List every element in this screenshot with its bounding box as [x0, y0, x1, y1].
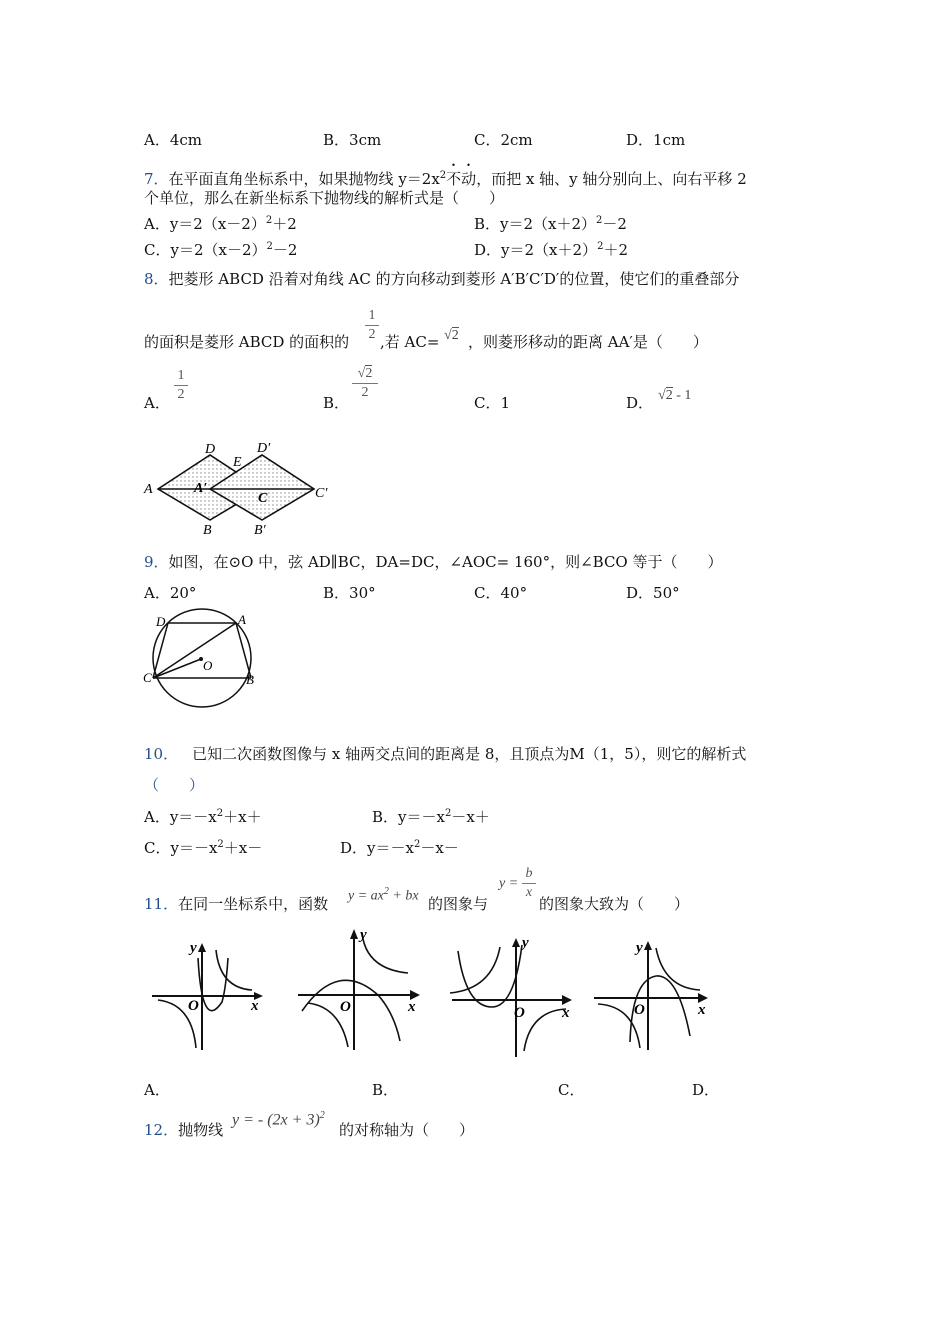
- label-d: D: [205, 442, 216, 457]
- q10-option-d: D．$y=-x^2-x-$: [340, 839, 459, 857]
- q10-option-a: A．$y=-x^2+x+$: [144, 808, 262, 826]
- q9-option-d: D．50°: [626, 584, 680, 602]
- axis-x-label: x: [408, 999, 416, 1015]
- label-a: A: [144, 482, 153, 497]
- label-b-prime: B′: [254, 523, 266, 538]
- q6-option-d: D．1cm: [626, 131, 686, 149]
- label-o: O: [203, 658, 213, 673]
- q9-option-a: A．20°: [144, 584, 197, 602]
- q12-number: 12．: [144, 1121, 179, 1139]
- q11-option-b: B．: [372, 1081, 399, 1099]
- q11-option-a: A．: [144, 1081, 170, 1099]
- label-c-prime: C′: [315, 486, 328, 501]
- q10-option-c: C．$y=-x^2+x-$: [144, 839, 263, 857]
- axis-y-label: y: [636, 940, 643, 956]
- q11-func2-lhs: y =: [499, 876, 519, 891]
- q8-option-d-expr: √2 - 1: [658, 388, 692, 403]
- label-b: B: [246, 672, 254, 687]
- q8-number: 8．: [144, 270, 169, 288]
- q9-option-c: C．40°: [474, 584, 528, 602]
- label-d-prime: D′: [257, 441, 271, 456]
- q8-option-b-fraction: √2 2: [352, 366, 378, 401]
- label-c: C: [143, 670, 152, 685]
- q8-line1: 8．把菱形 ABCD 沿着对角线 AC 的方向移动到菱形 A′B′C′D′的位置，使它们的重叠部分: [144, 270, 740, 288]
- q7-line1: 7．在平面直角坐标系中，如果抛物线 $y=2x^2$不动，而把 x 轴、y 轴分别向上、向右平移 2: [144, 170, 747, 188]
- origin-label: O: [340, 999, 351, 1015]
- q12-text-a: 12．抛物线: [144, 1121, 224, 1139]
- q11-option-c: C．: [558, 1081, 585, 1099]
- q8-rhombus-figure: [140, 436, 340, 540]
- q7-option-c: C．$y=2(x-2)^2-2$: [144, 241, 298, 259]
- q11-graph-c: [448, 935, 578, 1060]
- origin-label: O: [634, 1002, 645, 1018]
- q6-option-a: A．4cm: [144, 131, 203, 149]
- q8-option-c: C．1: [474, 394, 511, 412]
- q10-line2: （ ）: [144, 776, 205, 794]
- q7-option-d: D．$y=2(x+2)^2+2$: [474, 241, 628, 259]
- q8-line2c: ，则菱形移动的距离 AA′是（ ）: [468, 333, 708, 351]
- q11-func1: $y = ax^2$ + bx: [348, 886, 419, 904]
- label-d: D: [156, 614, 166, 629]
- q7-line2: 个单位，那么在新坐标系下抛物线的解析式是（ ）: [144, 189, 505, 207]
- q8-option-b: B．: [323, 394, 350, 412]
- axis-y-label: y: [522, 935, 529, 951]
- q8-sqrt2: √2: [444, 328, 459, 343]
- q11-text-b: 的图象与: [428, 895, 489, 913]
- origin-label: O: [514, 1005, 525, 1021]
- q7-option-b: B．$y=2(x+2)^2-2$: [474, 215, 627, 233]
- label-a-prime: A′: [194, 481, 208, 496]
- q11-text-a: 11．在同一坐标系中，函数: [144, 895, 329, 913]
- q7-option-a: A．$y=2(x-2)^2+2$: [144, 215, 297, 233]
- q9-option-b: B．30°: [323, 584, 376, 602]
- q11-graph-d: [592, 938, 714, 1053]
- axis-y-label: y: [360, 927, 367, 943]
- q12-func: y = - $(2x + 3)^2$: [232, 1110, 325, 1129]
- q8-fraction-half: 1 2: [365, 308, 379, 343]
- label-b: B: [203, 523, 212, 538]
- q11-text-c: 的图象大致为（ ）: [539, 895, 690, 913]
- origin-label: O: [188, 998, 199, 1014]
- q9-text: 9．如图，在⊙O 中，弦 AD∥BC，DA=DC，∠AOC= 160°，则∠BCO 等于（ ）: [144, 553, 723, 571]
- q12-text-b: 的对称轴为（ ）: [339, 1121, 475, 1139]
- q8-option-d: D．: [626, 394, 654, 412]
- q7-emphasis: 不动: [446, 170, 477, 188]
- q8-line2a: 的面积是菱形 ABCD 的面积的: [144, 333, 350, 351]
- q11-option-d: D．: [692, 1081, 720, 1099]
- q10-option-b: B．$y=-x^2-x+$: [372, 808, 490, 826]
- axis-y-label: y: [190, 940, 197, 956]
- q10-line1: 10． 已知二次函数图像与 x 轴两交点间的距离是 8，且顶点为M（1，5），则它的解析式: [144, 745, 747, 763]
- q11-graph-a: [150, 940, 270, 1055]
- axis-x-label: x: [562, 1005, 570, 1021]
- q9-number: 9．: [144, 553, 169, 571]
- q11-number: 11．: [144, 895, 179, 913]
- q10-number: 10．: [144, 745, 179, 763]
- label-a: A: [238, 612, 246, 627]
- label-e: E: [233, 455, 242, 470]
- q8-option-a: A．: [144, 394, 170, 412]
- q8-line2b: ,若 AC=: [380, 333, 440, 351]
- axis-x-label: x: [698, 1002, 706, 1018]
- q11-graph-b: [296, 925, 428, 1055]
- q9-circle-figure: [140, 606, 264, 710]
- q8-option-a-fraction: 1 2: [174, 368, 188, 403]
- q11-func2-fraction: b x: [522, 866, 536, 901]
- q7-text-a: 在平面直角坐标系中，如果抛物线 y＝2x: [168, 170, 440, 188]
- axis-x-label: x: [251, 998, 259, 1014]
- q7-number: 7．: [144, 170, 169, 188]
- label-c: C: [258, 491, 268, 506]
- q6-option-c: C．2cm: [474, 131, 533, 149]
- q6-option-b: B．3cm: [323, 131, 382, 149]
